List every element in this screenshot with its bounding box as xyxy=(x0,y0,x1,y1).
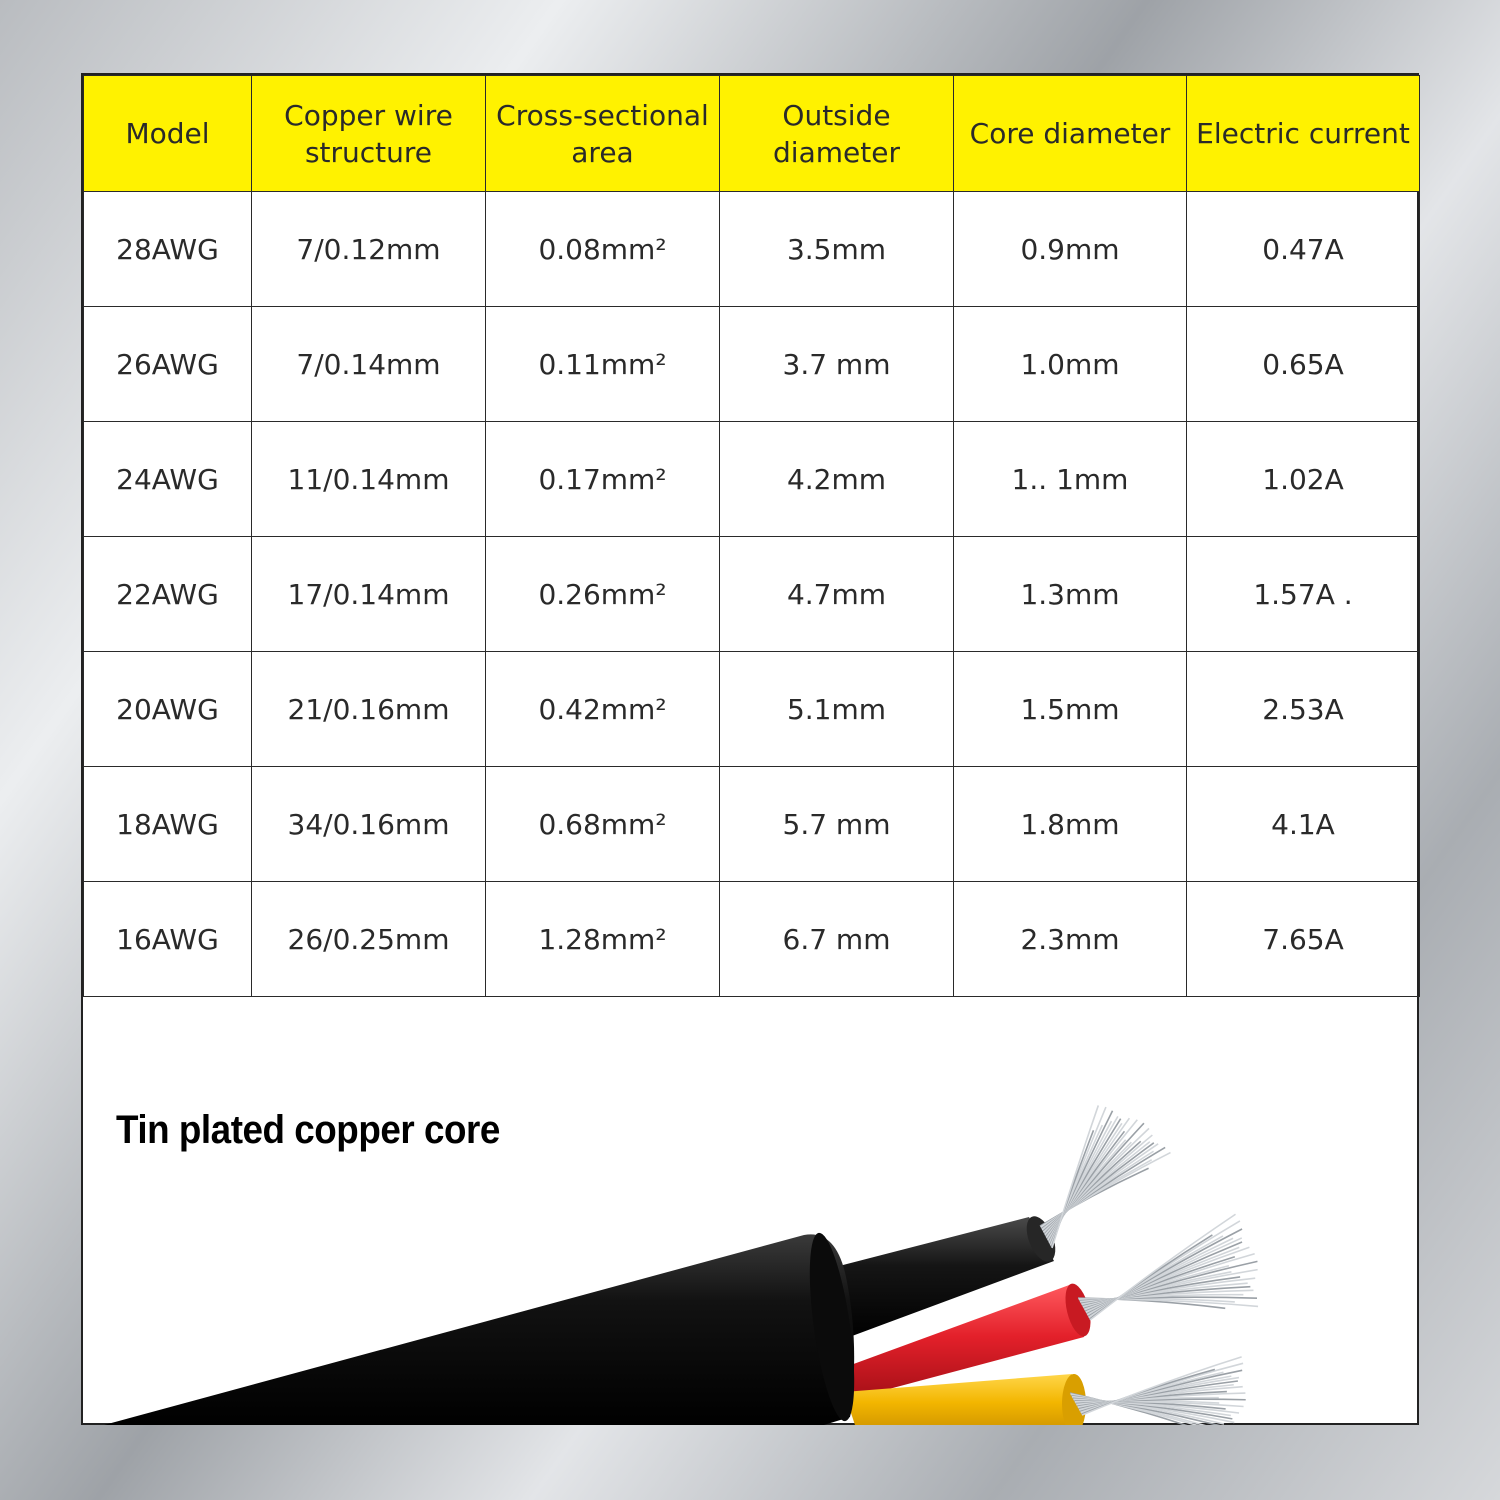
table-row xyxy=(84,422,1420,537)
cell-outside-diameter: 4.7mm xyxy=(720,537,954,652)
cell-electric-current: 1.57A . xyxy=(1187,537,1420,652)
cell-core-diameter: 1.. 1mm xyxy=(954,422,1187,537)
header-electric-current: Electric current xyxy=(1187,76,1420,192)
black-core-tinned-strands xyxy=(1040,1105,1171,1248)
cell-cross-sectional-area: 1.28mm² xyxy=(486,882,720,997)
cell-copper-wire-structure: 11/0.14mm xyxy=(252,422,486,537)
cell-electric-current: 4.1A xyxy=(1187,767,1420,882)
cell-cross-sectional-area: 0.26mm² xyxy=(486,537,720,652)
cell-outside-diameter: 4.2mm xyxy=(720,422,954,537)
table-row xyxy=(84,307,1420,422)
outer-sheath xyxy=(104,1230,863,1425)
cell-core-diameter: 0.9mm xyxy=(954,192,1187,307)
spec-card xyxy=(81,73,1419,1425)
cell-model: 16AWG xyxy=(84,882,252,997)
cell-model: 20AWG xyxy=(84,652,252,767)
red-core-tinned-strands xyxy=(1078,1214,1258,1320)
cell-copper-wire-structure: 34/0.16mm xyxy=(252,767,486,882)
cell-model: 24AWG xyxy=(84,422,252,537)
cell-cross-sectional-area: 0.42mm² xyxy=(486,652,720,767)
cell-core-diameter: 1.8mm xyxy=(954,767,1187,882)
cable-illustration xyxy=(84,1077,1420,1425)
cell-copper-wire-structure: 7/0.12mm xyxy=(252,192,486,307)
cell-core-diameter: 1.0mm xyxy=(954,307,1187,422)
table-row xyxy=(84,537,1420,652)
cell-outside-diameter: 5.7 mm xyxy=(720,767,954,882)
cell-copper-wire-structure: 7/0.14mm xyxy=(252,307,486,422)
cell-electric-current: 2.53A xyxy=(1187,652,1420,767)
cell-electric-current: 1.02A xyxy=(1187,422,1420,537)
cell-copper-wire-structure: 21/0.16mm xyxy=(252,652,486,767)
cell-cross-sectional-area: 0.08mm² xyxy=(486,192,720,307)
cell-model: 28AWG xyxy=(84,192,252,307)
cell-core-diameter: 1.5mm xyxy=(954,652,1187,767)
yellow-core-tinned-strands xyxy=(1070,1357,1246,1425)
header-cross-sectional-area: Cross-sectional area xyxy=(486,76,720,192)
cell-cross-sectional-area: 0.11mm² xyxy=(486,307,720,422)
table-header-row xyxy=(84,76,1420,192)
cell-core-diameter: 1.3mm xyxy=(954,537,1187,652)
table-row xyxy=(84,882,1420,997)
spec-table xyxy=(83,75,1420,997)
cell-electric-current: 7.65A xyxy=(1187,882,1420,997)
cell-cross-sectional-area: 0.17mm² xyxy=(486,422,720,537)
cell-outside-diameter: 3.5mm xyxy=(720,192,954,307)
header-model: Model xyxy=(84,76,252,192)
cell-outside-diameter: 3.7 mm xyxy=(720,307,954,422)
cell-outside-diameter: 6.7 mm xyxy=(720,882,954,997)
table-row xyxy=(84,767,1420,882)
cell-copper-wire-structure: 26/0.25mm xyxy=(252,882,486,997)
cell-copper-wire-structure: 17/0.14mm xyxy=(252,537,486,652)
cell-core-diameter: 2.3mm xyxy=(954,882,1187,997)
cell-electric-current: 0.47A xyxy=(1187,192,1420,307)
cell-outside-diameter: 5.1mm xyxy=(720,652,954,767)
header-outside-diameter: Outside diameter xyxy=(720,76,954,192)
table-row xyxy=(84,192,1420,307)
cell-model: 22AWG xyxy=(84,537,252,652)
cell-cross-sectional-area: 0.68mm² xyxy=(486,767,720,882)
table-row xyxy=(84,652,1420,767)
cell-model: 26AWG xyxy=(84,307,252,422)
cell-model: 18AWG xyxy=(84,767,252,882)
header-core-diameter: Core diameter xyxy=(954,76,1187,192)
header-copper-wire-structure: Copper wire structure xyxy=(252,76,486,192)
cell-electric-current: 0.65A xyxy=(1187,307,1420,422)
caption-tin-plated-copper-core: Tin plated copper core xyxy=(116,1108,500,1152)
